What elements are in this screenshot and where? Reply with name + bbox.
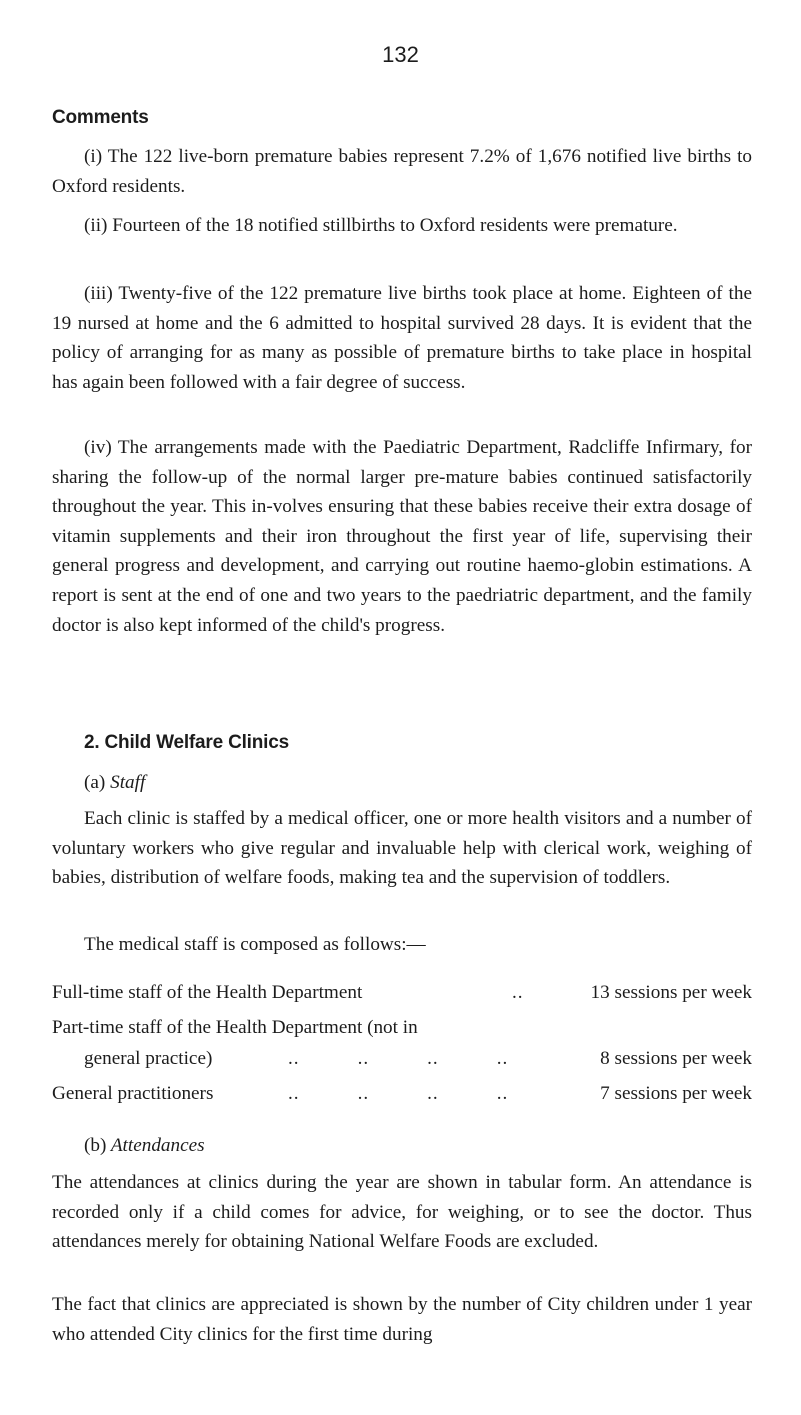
table-row xyxy=(52,982,752,1012)
comment-paragraph-i: (i) The 122 live-born premature babies represent 7.2% of 1,676 notified live births to Oxford residents. xyxy=(52,146,752,197)
comment-paragraph-iii: (iii) Twenty-five of the 122 premature live births took place at home. Eighteen of the 19 nursed at home and the 6 admitted to hospital survived 28 days. It is evident that the policy of arranging for as many as possible of premature births to take place in hospital has again been followed with a fair degree of success. xyxy=(52,283,752,393)
leader-dots: .. .. .. .. xyxy=(288,1083,509,1104)
comment-paragraph-ii: (ii) Fourteen of the 18 notified stillbirths to Oxford residents were premature. xyxy=(84,215,678,236)
comments-heading: Comments xyxy=(52,107,149,128)
subsection-staff-marker: (a) xyxy=(84,772,106,793)
table-row xyxy=(52,1083,752,1113)
table-row xyxy=(52,1048,752,1078)
staff-paragraph: Each clinic is staffed by a medical officer, one or more health visitors and a number of voluntary workers who give regular and invaluable help with clerical work, weighing of babies, distribution of welfare foods, making tea and the supervision of toddlers. xyxy=(52,808,752,889)
leader-dots: .. .. .. .. xyxy=(288,1048,509,1069)
subsection-attendances-title: Attendances xyxy=(110,1135,205,1156)
comment-paragraph-iv: (iv) The arrangements made with the Paediatric Department, Radcliffe Infirmary, for sharing the follow-up of the normal larger pre-mature babies continued satisfactorily throughout the year. This in-volves ensuring that these babies receive their extra dosage of vitamin supplements and their iron throughout the first year of life, supervising their general progress and development, and carrying out routine haemo-globin estimations. A report is sent at the end of one and two years to the paedriatric department, and the family doctor is also kept informed of the child's progress. xyxy=(52,437,752,636)
section-heading-child-welfare-clinics: 2. Child Welfare Clinics xyxy=(84,732,289,753)
subsection-staff-heading xyxy=(84,772,145,794)
page-number: 132 xyxy=(382,42,419,67)
sessions-value: 7 sessions per week xyxy=(600,1083,752,1104)
subsection-staff-title: Staff xyxy=(110,772,146,793)
sessions-value: 13 sessions per week xyxy=(590,982,752,1003)
leader-dots: .. xyxy=(512,982,524,1003)
sessions-value: 8 sessions per week xyxy=(600,1048,752,1069)
attendances-paragraph-2: The fact that clinics are appreciated is shown by the number of City children under 1 year who attended City clinics for the first time during xyxy=(52,1294,752,1345)
table-row xyxy=(52,1017,752,1047)
attendances-paragraph-1: The attendances at clinics during the year are shown in tabular form. An attendance is recorded only if a child comes for advice, for weighing, or to see the doctor. Thus attendances merely for obtaining National Welfare Foods are excluded. xyxy=(52,1172,752,1253)
subsection-attendances-heading xyxy=(84,1135,205,1157)
staff-label: General practitioners xyxy=(52,1083,214,1104)
staff-label: Full-time staff of the Health Department xyxy=(52,982,363,1003)
staff-label: Part-time staff of the Health Department (not in xyxy=(52,1017,418,1038)
medical-staff-intro: The medical staff is composed as follows:— xyxy=(84,934,426,955)
subsection-attendances-marker: (b) xyxy=(84,1135,107,1156)
staff-label-continued: general practice) xyxy=(84,1048,213,1069)
